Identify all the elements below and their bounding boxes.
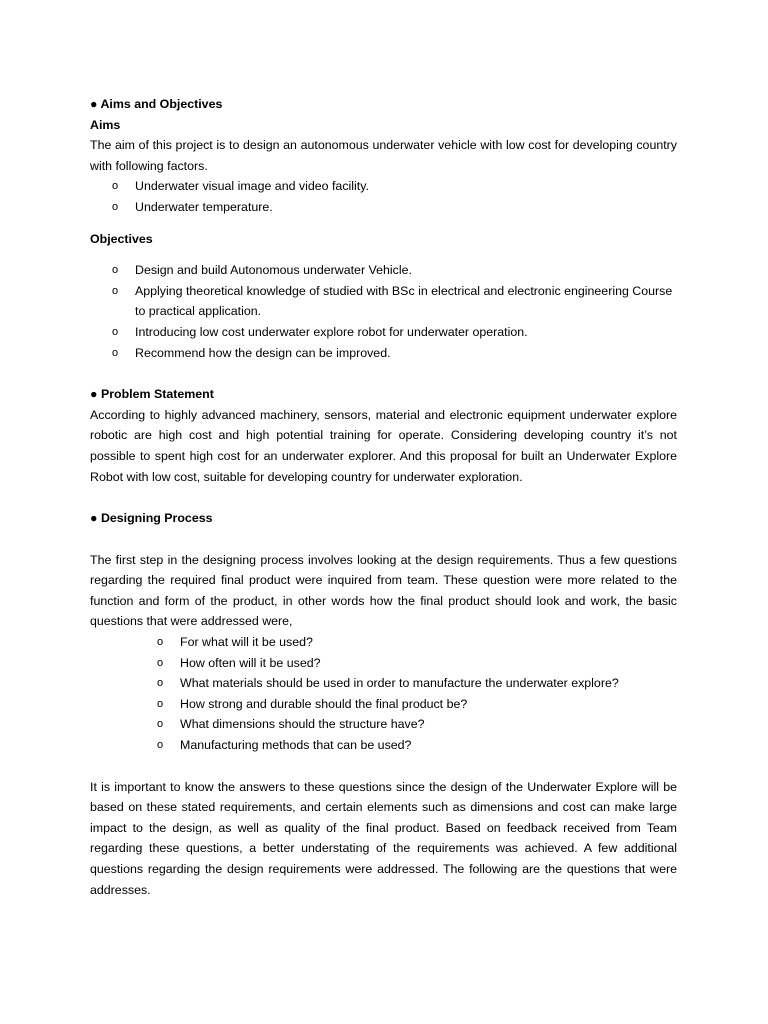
designing-process-paragraph: The first step in the designing process involves looking at the design requirements. Thus a few questions regarding the required final product were inquired from team. These question were more related to the function and form of the product, in other words how the final product should look and work, the basic questions that were addressed were, (90, 552, 677, 629)
list-item: o What materials should be used in order to manufacture the underwater explore? (90, 673, 677, 694)
list-item: o For what will it be used? (90, 632, 677, 653)
aims-paragraph: The aim of this project is to design an autonomous underwater vehicle with low cost for developing country with following factors. (90, 138, 677, 173)
list-item: o How strong and durable should the final product be? (90, 694, 677, 715)
objectives-list (90, 260, 677, 363)
bullet-icon: ● (90, 387, 98, 402)
circle-bullet-icon: o (112, 346, 119, 359)
circle-bullet-icon: o (157, 656, 164, 669)
document-body (90, 94, 677, 900)
circle-bullet-icon: o (112, 264, 119, 277)
list-item: o Introducing low cost underwater explore robot for underwater operation. (90, 322, 677, 343)
designing-process-heading: ● Designing Process (90, 511, 213, 526)
list-item: o Applying theoretical knowledge of studied with BSc in electrical and electronic engineering Course to practical application. (90, 281, 677, 322)
circle-bullet-icon: o (157, 636, 164, 649)
list-item: o Design and build Autonomous underwater Vehicle. (90, 260, 677, 281)
circle-bullet-icon: o (157, 718, 164, 731)
list-item: o What dimensions should the structure have? (90, 714, 677, 735)
circle-bullet-icon: o (157, 677, 164, 690)
list-item: o How often will it be used? (90, 653, 677, 674)
bullet-icon: ● (90, 97, 98, 111)
list-item: o Recommend how the design can be improved. (90, 343, 677, 364)
problem-statement-paragraph: According to highly advanced machinery, sensors, material and electronic equipment underwater explore robotic are high cost and high potential training for operate. Considering developing country it’s not possible to spent high cost for an underwater explorer. And this proposal for built an Underwater Explore Robot with low cost, suitable for developing country for underwater exploration. (90, 407, 677, 484)
problem-statement-heading: ● Problem Statement (90, 387, 214, 402)
circle-bullet-icon: o (112, 200, 119, 213)
design-questions-list (90, 632, 677, 756)
list-item: o Underwater temperature. (90, 197, 677, 218)
aims-objectives-heading: ● Aims and Objectives (90, 97, 223, 111)
aims-heading: Aims (90, 117, 121, 132)
circle-bullet-icon: o (112, 284, 119, 297)
objectives-heading: Objectives (90, 231, 153, 246)
circle-bullet-icon: o (157, 697, 164, 710)
aims-list (90, 176, 677, 217)
list-item: o Underwater visual image and video facility. (90, 176, 677, 197)
list-item: o Manufacturing methods that can be used? (90, 735, 677, 756)
bullet-icon: ● (90, 511, 98, 526)
circle-bullet-icon: o (112, 325, 119, 338)
circle-bullet-icon: o (157, 739, 164, 752)
circle-bullet-icon: o (112, 180, 119, 193)
closing-paragraph: It is important to know the answers to these questions since the design of the Underwater Explore will be based on these stated requirements, and certain elements such as dimensions and cost can make large impact to the design, as well as quality of the final product. Based on feedback received from Team regarding these questions, a better understating of the requirements was achieved. A few additional questions regarding the design requirements were addressed. The following are the questions that were addresses. (90, 779, 677, 897)
